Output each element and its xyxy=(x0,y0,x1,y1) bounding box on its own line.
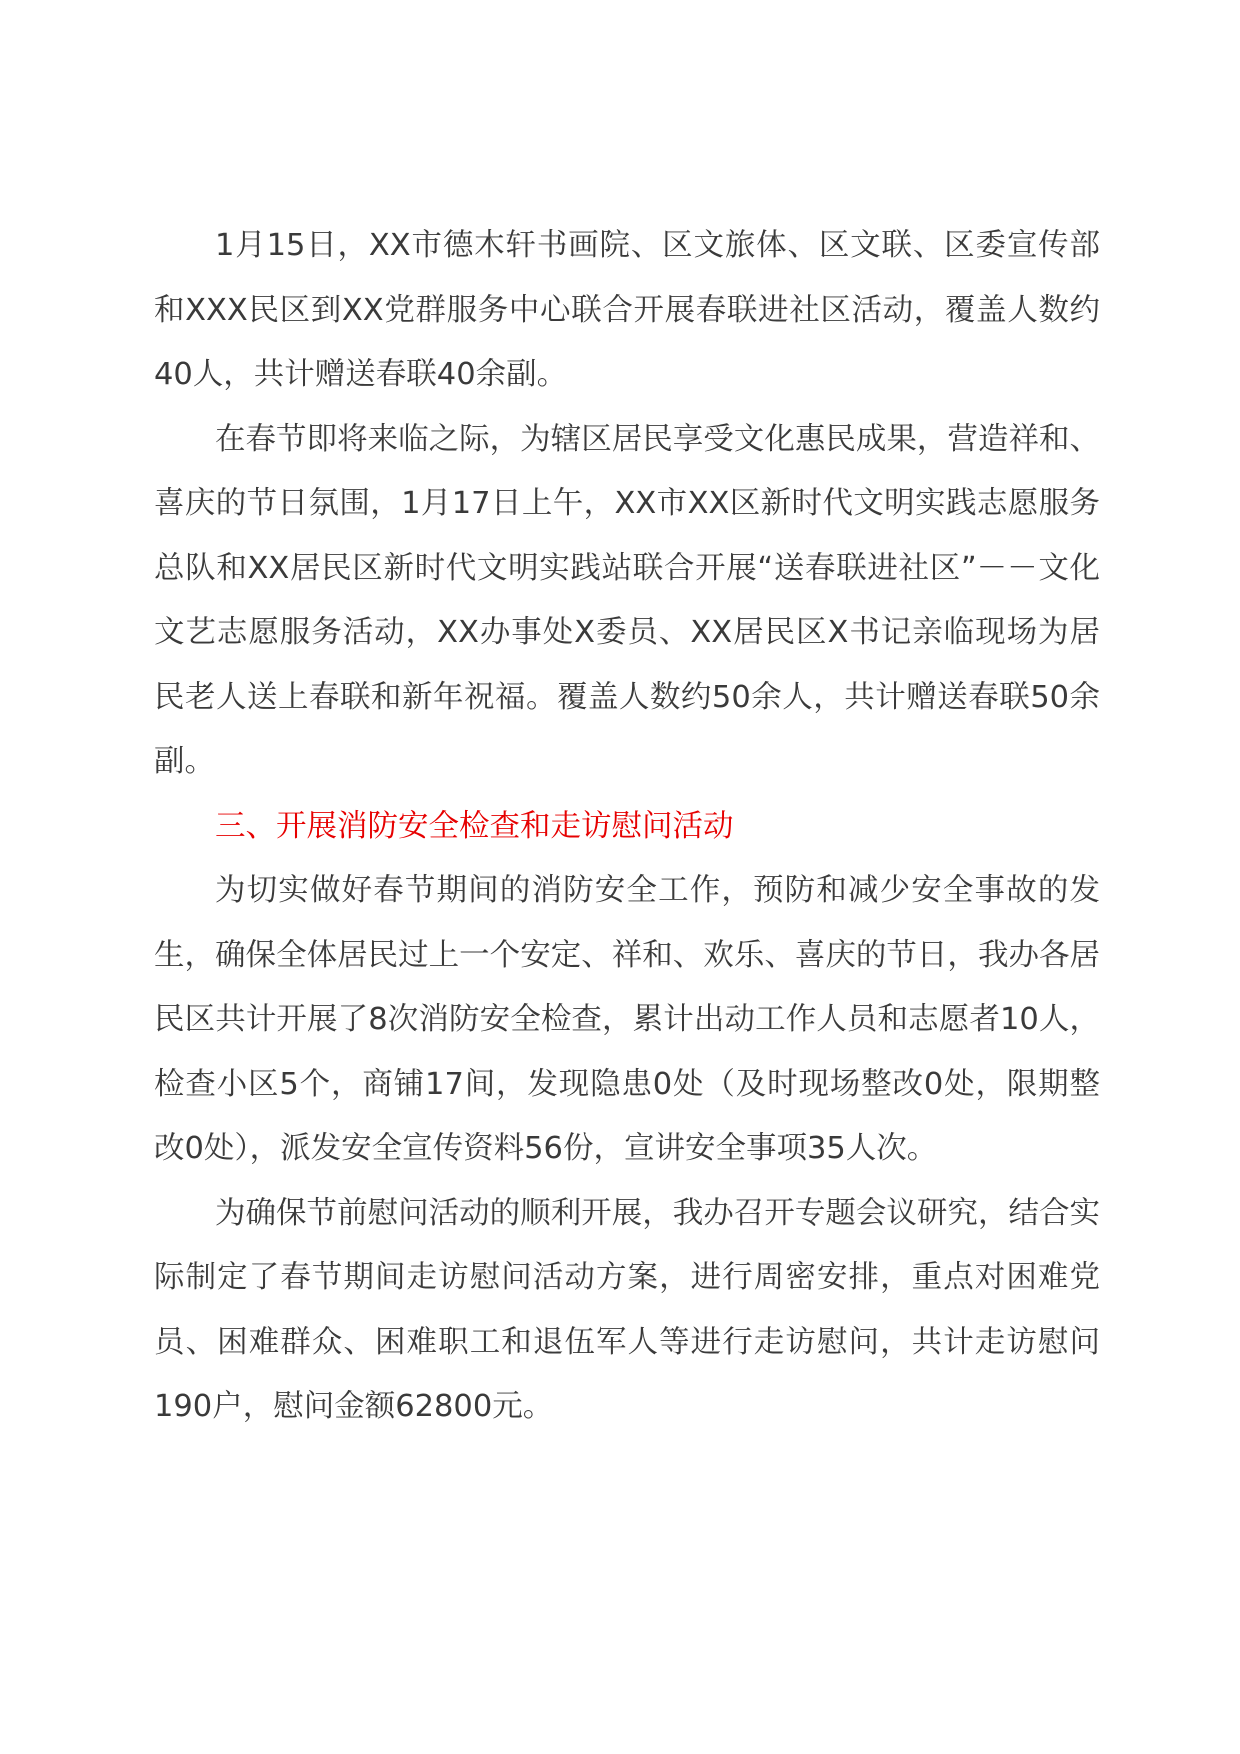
section-heading-fire-safety: 三、开展消防安全检查和走访慰问活动 xyxy=(215,808,734,844)
paragraph-spring-couplets-jan15: 1月15日，XX市德木轩书画院、区文旅体、区文联、区委宣传部和XXX民区到XX党群服务中心联合开展春联进社区活动，覆盖人数约40人，共计赠送春联40余副。 xyxy=(154,228,1100,392)
paragraph-fire-safety-inspection: 为切实做好春节期间的消防安全工作，预防和减少安全事故的发生，确保全体居民过上一个安定、祥和、欢乐、喜庆的节日，我办各居民区共计开展了8次消防安全检查，累计出动工作人员和志愿者10人，检查小区5个，商铺17间，发现隐患0处（及时现场整改0处，限期整改0处），派发安全宣传资料56份，宣讲安全事项35人次。 xyxy=(154,873,1100,1166)
paragraph-spring-couplets-jan17: 在春节即将来临之际，为辖区居民享受文化惠民成果，营造祥和、喜庆的节日氛围，1月17日上午，XX市XX区新时代文明实践志愿服务总队和XX居民区新时代文明实践站联合开展“送春联进社区”－－文化文艺志愿服务活动，XX办事处X委员、XX居民区X书记亲临现场为居民老人送上春联和新年祝福。覆盖人数约50余人，共计赠送春联50余副。 xyxy=(154,421,1100,779)
paragraph-condolence-visits: 为确保节前慰问活动的顺利开展，我办召开专题会议研究，结合实际制定了春节期间走访慰问活动方案，进行周密安排，重点对困难党员、困难群众、困难职工和退伍军人等进行走访慰问，共计走访慰问190户，慰问金额62800元。 xyxy=(154,1195,1100,1424)
document-page xyxy=(154,214,1100,1440)
